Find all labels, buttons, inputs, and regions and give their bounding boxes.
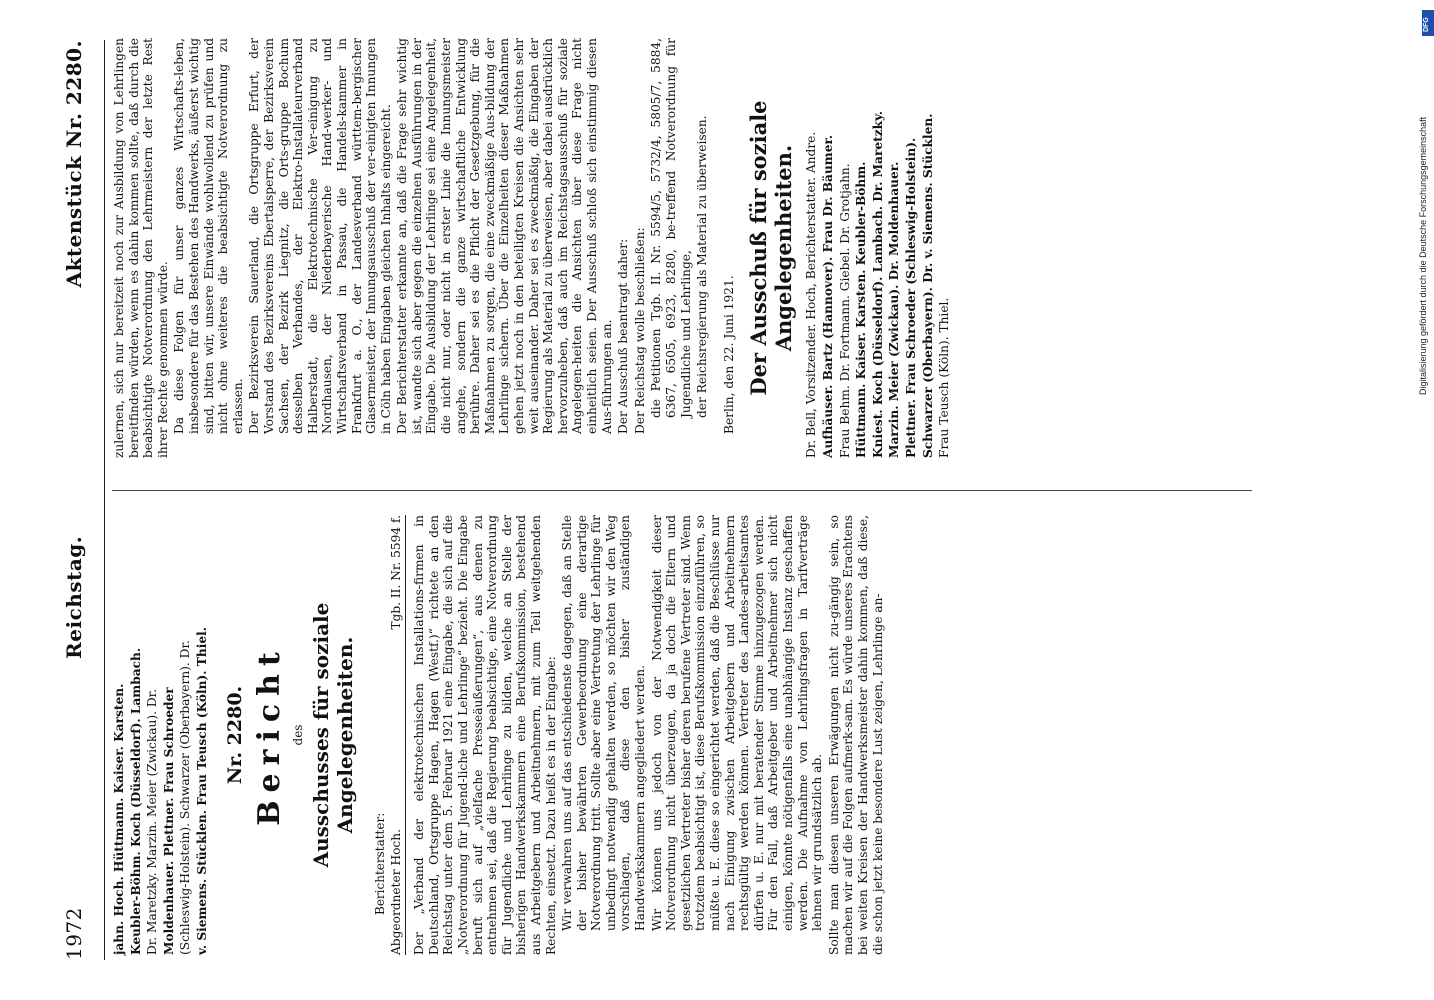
body-paragraph: Sollte man diesen unseren Erwägungen nicht zu-gängig sein, so machen wir auf die Folgen aufmerk-sam. Es würde unseres Erachtens bei weiten Kreisen der Handwerksmeister dahin kommen, daß diese, die schon jetzt keine besondere Lust zeigen, Lehrlinge an- [826,515,885,955]
member-line: jahn. Hoch. Hüttmann. Kaiser. Karsten. [112,683,126,955]
member-line: Dr. Bell, Vorsitzender. Hoch, Berichterstatter. Andre. [804,131,819,458]
body-paragraph: zulernen, sich nur bereitzeit noch zur Ausbildung von Lehrlingen bereitfinden würden, wenn es dahin kommen sollte, daß durch die beabsichtigte Notverordnung den Lehrmeistern der letzte Rest ihrer Rechte genommen würde. [112,38,170,458]
header-right: Aktenstück Nr. 2280. [62,40,86,288]
petition-text: die Petitionen Tgb. II. Nr. 5594/5, 5732/4, 5805/7, 5884, 6367, 6505, 6923, 8280, be-treffend Notverordnung für Jugendliche und Lehrlinge, [649,38,693,418]
committee-title: Ausschusses für soziale Angelegenheiten. [308,602,357,868]
member-line: v. Siemens. Stücklen. Frau Teusch (Köln). Thiel. [194,627,209,955]
header-left: Reichstag. [62,535,86,659]
member-line: Keubler-Böhm. Koch (Düsseldorf). Lambach. [128,647,143,955]
reporter-name: Abgeordneter Hoch. [389,829,404,955]
date-line: Berlin, den 22. Juni 1921. [721,275,736,434]
column-1 [112,515,885,955]
body-paragraph: Der Bezirksverein Sauerland, die Ortsgruppe Erfurt, der Vorstand des Bezirksvereins Ebertalsperre, der Bezirksverein Sachsen, der Bezirk Liegnitz, die Orts-gruppe Bochum desselben Verbandes, der Elektro-Installateurverband Halberstadt, die Elektrotechnische Ver-einigung zu Nordhausen, der Niederbayerische Hand-werker- und Wirtschaftsverband in Passau, die Handels-kammer in Frankfurt a. O., der Landesverband württem-bergischer Glasermeister, der Innungsausschuß der ver-einigten Innungen in Cöln haben Eingaben gleichen Inhalts eingereicht. [247,38,393,434]
petition-text-2: der Reichsregierung als Material zu überweisen. [695,115,710,418]
report-number: Nr. 2280. [223,685,246,785]
page-header [62,40,86,960]
column-separator [112,490,1252,491]
member-line: Frau Behm. Dr. Fortmann. Giebel. Dr. Grotjahn. [837,163,852,458]
member-line: Hüttmann. Kaiser. Karsten. Keubler-Böhm. [854,161,869,458]
digitization-credit: Digitalisierung gefördert durch die Deutsche Forschungsgemeinschaft [1418,116,1428,395]
reference-number: Tgb. II. Nr. 5594 f. [389,515,404,630]
body-paragraph: Der Berichterstatter erkannte an, daß die Frage sehr wichtig ist, wandte sich aber gegen die einzelnen Ausführungen in der Eingabe. Die Ausbildung der Lehrlinge sei eine Angelegenheit, die nicht nur, oder nicht in erster Linie die Innungsmeister angehe, sondern die ganze wirtschaftliche Entwicklung berühre. Daher sei es die Pflicht der Gesetzgebung, für die Maßnahmen zu sorgen, die eine zweckmäßige Aus-bildung der Lehrlinge sichern. Über die Einzelheiten dieser Maßnahmen gehen jetzt noch in den beteiligten Kreisen die Ansichten sehr weit auseinander. Daher sei es zweckmäßig, die Eingaben der Regierung als Material zu überweisen, aber dabei ausdrücklich hervorzuheben, daß auch im Reichstagsausschuß für soziale Angelegen-heiten die Ansichten über diese Frage nicht einheitlich seien. Der Ausschuß schloß sich einstimmig diesen Aus-führungen an. [395,38,614,434]
committee-signature-title: Der Ausschuß für soziale Angelegenheiten. [746,100,797,396]
member-line: Dr. Maretzky. Marzin. Meier (Zwickau). Dr. [145,688,160,955]
header-rule [104,40,105,960]
column-2-rotated [112,38,954,458]
body-paragraph: Wir verwahren uns auf das entschiedenste dagegen, daß an Stelle der bisher bewährten Gewerbeordnung eine derartige Notverordnung tritt. Sollte aber eine Vertretung der Lehrlinge für unbedingt notwendig gehalten werden, so möchten wir den Weg vorschlagen, daß diese den bisher zuständigen Handwerkskammern angegliedert werden. [560,515,648,931]
member-line: Schwarzer (Oberbayern). Dr. v. Siemens. Stücklen. [920,113,935,458]
body-paragraph: Da diese Folgen für unser ganzes Wirtschafts-leben, insbesondere für das Bestehen des Handwerks, äußerst wichtig sind, bitten wir, unsere Einwände wohlwollend zu prüfen und nicht ohne weiteres die beabsichtigte Notverordnung zu erlassen. [172,38,245,434]
dfg-logo: DFG [1422,10,1434,36]
motion-line: Der Reichstag wolle beschließen: [632,227,647,434]
page-number: 1972 [62,907,86,960]
member-line: Aufhäuser. Bartz (Hannover). Frau Dr. Bäumer. [820,134,835,458]
member-line: Marzin. Meier (Zwickau). Dr. Moldenhauer. [887,161,902,458]
member-line: (Schleswig-Holstein). Schwarzer (Oberbayern). Dr. [178,640,193,955]
reporter-label: Berichterstatter: [372,812,387,915]
body-paragraph: Der „Verband der elektrotechnischen Installations-firmen in Deutschland, Ortsgruppe Hagen, Hagen (Westf.)“ richtete an den Reichstag unter dem 5. Februar 1921 eine Eingabe, die sich auf die „Notverordnung für Jugend-liche und Lehrlinge“ bezieht. Die Eingabe beruft sich auf „vielfache Presseäußerungen“, aus denen zu entnehmen sei, daß die Regierung beabsichtige, eine Notverordnung für Jugendliche und Lehrlinge zu bilden, welche an Stelle der bisherigen Handwerkskammern eine Berufskommission, bestehend aus Arbeitgebern und Arbeitnehmern, mit zum Teil weitgehenden Rechten, einsetzt. Dazu heißt es in der Eingabe: [412,515,558,955]
column-2-wrapper [108,30,1198,460]
member-line: Plettner. Frau Schroeder (Schleswig-Holstein). [903,137,918,458]
member-line: Moldenhauer. Plettner. Frau Schroeder [161,687,176,955]
body-paragraph: Wir können uns jedoch von der Notwendigkeit dieser Notverordnung nicht überzeugen, da ja doch die Eltern und gesetzlichen Vertreter bisher deren berufene Vertreter sind. Wenn trotzdem beabsichtigt ist, diese Berufskommission einzuführen, so müßte u. E. diese so eingerichtet werden, daß die Beschlüsse nur nach Einigung zwischen Arbeitgebern und Arbeitnehmern rechtsgültig werden können. Vertreter des Landes-arbeitsamtes dürfen u. E. nur mit beratender Stimme hinzugezogen werden. Für den Fall, daß Arbeitgeber und Arbeitnehmer sich nicht einigen, könnte nötigenfalls eine unabhängige Instanz geschaffen werden. Die Aufnahme von Lehrlingsfragen in Tarifverträge lehnen wir grundsätzlich ab. [649,515,825,931]
report-title: Bericht [251,644,287,826]
member-line: Kniest. Koch (Düsseldorf). Lambach. Dr. Maretzky. [870,110,885,458]
report-des: des [290,724,305,746]
motion-line: Der Ausschuß beantragt daher: [616,238,631,434]
reference-row [389,515,406,955]
member-line: Frau Teusch (Köln). Thiel. [937,297,952,458]
